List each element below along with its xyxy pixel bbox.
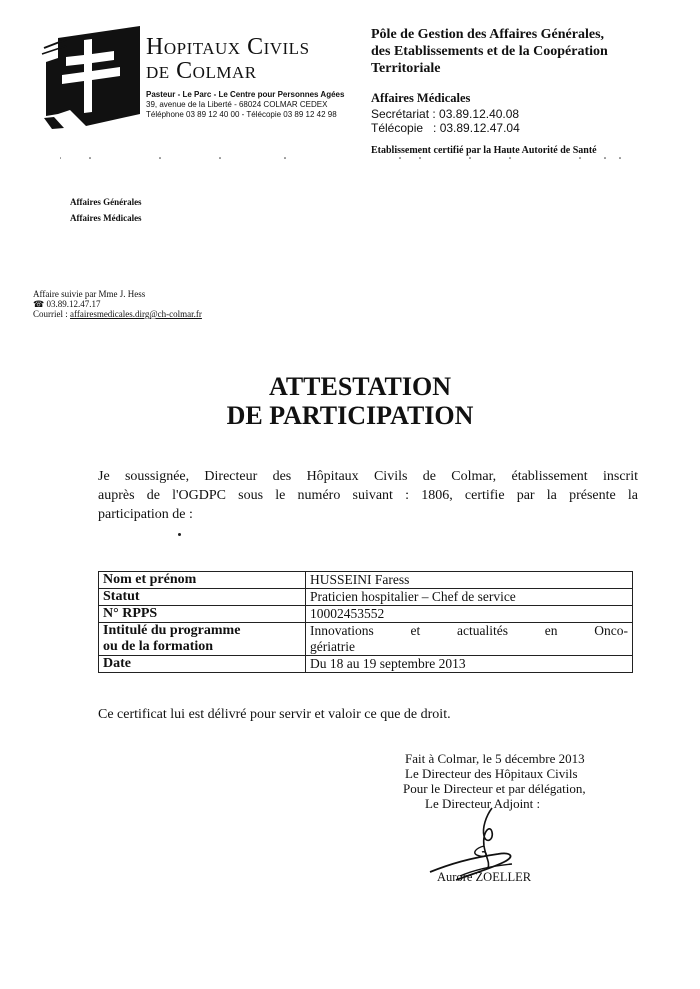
participant-info-table: [98, 571, 633, 673]
row-label: [99, 623, 306, 656]
closing-statement: Ce certificat lui est délivré pour servir et valoir ce que de droit.: [98, 707, 451, 722]
brand-name-line2: de Colmar: [146, 58, 257, 84]
row-label: Date: [99, 656, 306, 673]
body-text-line1: Je soussignée, Directeur des Hôpitaux Civils de Colmar, établissement inscrit: [98, 469, 638, 484]
body-text-line2: auprès de l'OGDPC sous le numéro suivant : 1806, certifie par la présente la: [98, 488, 638, 503]
email-label: Courriel :: [33, 309, 70, 319]
place-date: Fait à Colmar, le 5 décembre 2013: [405, 751, 585, 766]
table-row: [99, 606, 633, 623]
signatory-title-line1: Le Directeur des Hôpitaux Civils: [405, 766, 578, 781]
contact-person: Affaire suivie par Mme J. Hess: [33, 289, 146, 299]
address-line2: 39, avenue de la Liberté - 68024 COLMAR CEDEX: [146, 100, 328, 109]
table-row: [99, 656, 633, 673]
address-line3: Téléphone 03 89 12 40 00 - Télécopie 03 89 12 42 98: [146, 110, 337, 119]
signatory-name: Aurore ZOELLER: [437, 870, 532, 884]
row-value: Du 18 au 19 septembre 2013: [306, 656, 633, 673]
signatory-title-line3: Le Directeur Adjoint :: [425, 796, 541, 811]
brand-name-line1: Hopitaux Civils: [146, 34, 310, 60]
fax-number: Télécopie : 03.89.12.47.04: [371, 121, 520, 135]
contact-phone-value: 03.89.12.47.17: [46, 299, 101, 309]
contact-email: [33, 309, 202, 319]
row-value: 10002453552: [306, 606, 633, 623]
row-label: Statut: [99, 589, 306, 606]
handwritten-signature: [420, 806, 540, 891]
ref-affaires-medicales: Affaires Médicales: [70, 213, 142, 223]
pole-line1: Pôle de Gestion des Affaires Générales,: [371, 27, 605, 42]
row-label-line1: Intitulé du programme: [103, 623, 241, 638]
row-label: Nom et prénom: [99, 572, 306, 589]
header-separator-dots: [60, 155, 680, 163]
phone-icon: ☎: [33, 299, 47, 309]
department-label: Affaires Médicales: [371, 91, 471, 105]
email-link[interactable]: affairesmedicales.dirg@ch-colmar.fr: [70, 309, 202, 319]
secretariat-phone: Secrétariat : 03.89.12.40.08: [371, 107, 520, 121]
ref-affaires-generales: Affaires Générales: [70, 197, 142, 207]
document-title-line1: ATTESTATION: [268, 372, 452, 401]
hospital-logo: [40, 18, 140, 130]
row-label: N° RPPS: [99, 606, 306, 623]
row-label-line2: ou de la formation: [103, 639, 214, 654]
row-value: [306, 623, 633, 656]
address-line1: Pasteur - Le Parc - Le Centre pour Personnes Agées: [146, 90, 345, 99]
certification-note: Etablissement certifié par la Haute Autorité de Santé: [371, 145, 597, 156]
row-value-line2: gériatrie: [310, 639, 355, 654]
table-row: [99, 572, 633, 589]
pole-line2: des Etablissements et de la Coopération: [371, 44, 608, 59]
pole-line3: Territoriale: [371, 61, 441, 76]
table-row: [99, 589, 633, 606]
table-row: [99, 623, 633, 656]
body-text-line3: participation de :: [98, 507, 193, 522]
signatory-title-line2: Pour le Directeur et par délégation,: [403, 781, 586, 796]
row-value-line1: Innovations et actualités en Onco-: [310, 623, 628, 638]
row-value: Praticien hospitalier – Chef de service: [306, 589, 633, 606]
scan-speck: [178, 533, 181, 536]
document-title-line2: DE PARTICIPATION: [226, 401, 474, 430]
row-value: HUSSEINI Faress: [306, 572, 633, 589]
